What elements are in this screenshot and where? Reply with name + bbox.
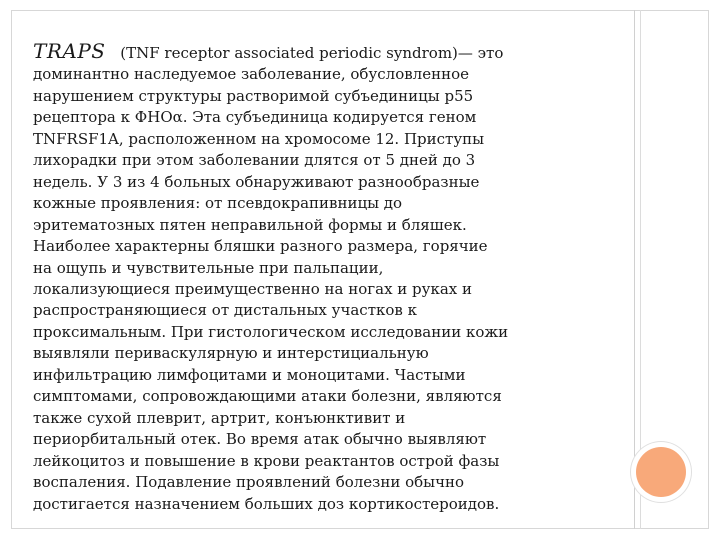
text-line: TNFRSF1A, расположенном на хромосоме 12. Приступы [33, 129, 485, 148]
text-line: проксимальным. При гистологическом исследовании кожи [33, 322, 509, 341]
right-divider-line-2 [640, 10, 641, 529]
text-line: распространяющиеся от дистальных участков к [33, 301, 418, 320]
text-line: воспаления. Подавление проявлений болезни обычно [33, 473, 465, 492]
term-title: TRAPS [33, 39, 106, 63]
slide-body-text [33, 41, 553, 515]
text-line: рецептора к ФНОα. Эта субъединица кодируется геном [33, 108, 477, 127]
text-line: локализующиеся преимущественно на ногах и руках и [33, 279, 473, 298]
text-line: лихорадки при этом заболевании длятся от 5 дней до 3 [33, 151, 476, 170]
text-line: эритематозных пятен неправильной формы и бляшек. [33, 215, 467, 234]
text-line: на ощупь и чувствительные при пальпации, [33, 258, 384, 277]
text-line-1 [33, 41, 553, 64]
text-line: инфильтрацию лимфоцитами и моноцитами. Частыми [33, 365, 466, 384]
text-line: достигается назначением больших доз кортикостероидов. [33, 494, 500, 513]
text-line: кожные проявления: от псевдокрапивницы до [33, 194, 403, 213]
text-line: Наиболее характерны бляшки разного размера, горячие [33, 237, 488, 256]
text-line: недель. У 3 из 4 больных обнаруживают разнообразные [33, 172, 480, 191]
text-line: периорбитальный отек. Во время атак обычно выявляют [33, 430, 487, 449]
text-line: также сухой плеврит, артрит, конъюнктивит и [33, 408, 406, 427]
text-line: выявляли периваскулярную и интерстициальную [33, 344, 429, 363]
decorative-circle [636, 447, 686, 497]
text-line: нарушением структуры растворимой субъединицы р55 [33, 86, 474, 105]
text-line: лейкоцитоз и повышение в крови реактантов острой фазы [33, 451, 500, 470]
text-line: симптомами, сопровождающими атаки болезни, являются [33, 387, 502, 406]
right-divider-line [634, 10, 635, 529]
text-line: доминантно наследуемое заболевание, обусловленное [33, 65, 469, 84]
text-line-1-rest: (TNF receptor associated periodic syndrom)— это [115, 44, 504, 62]
